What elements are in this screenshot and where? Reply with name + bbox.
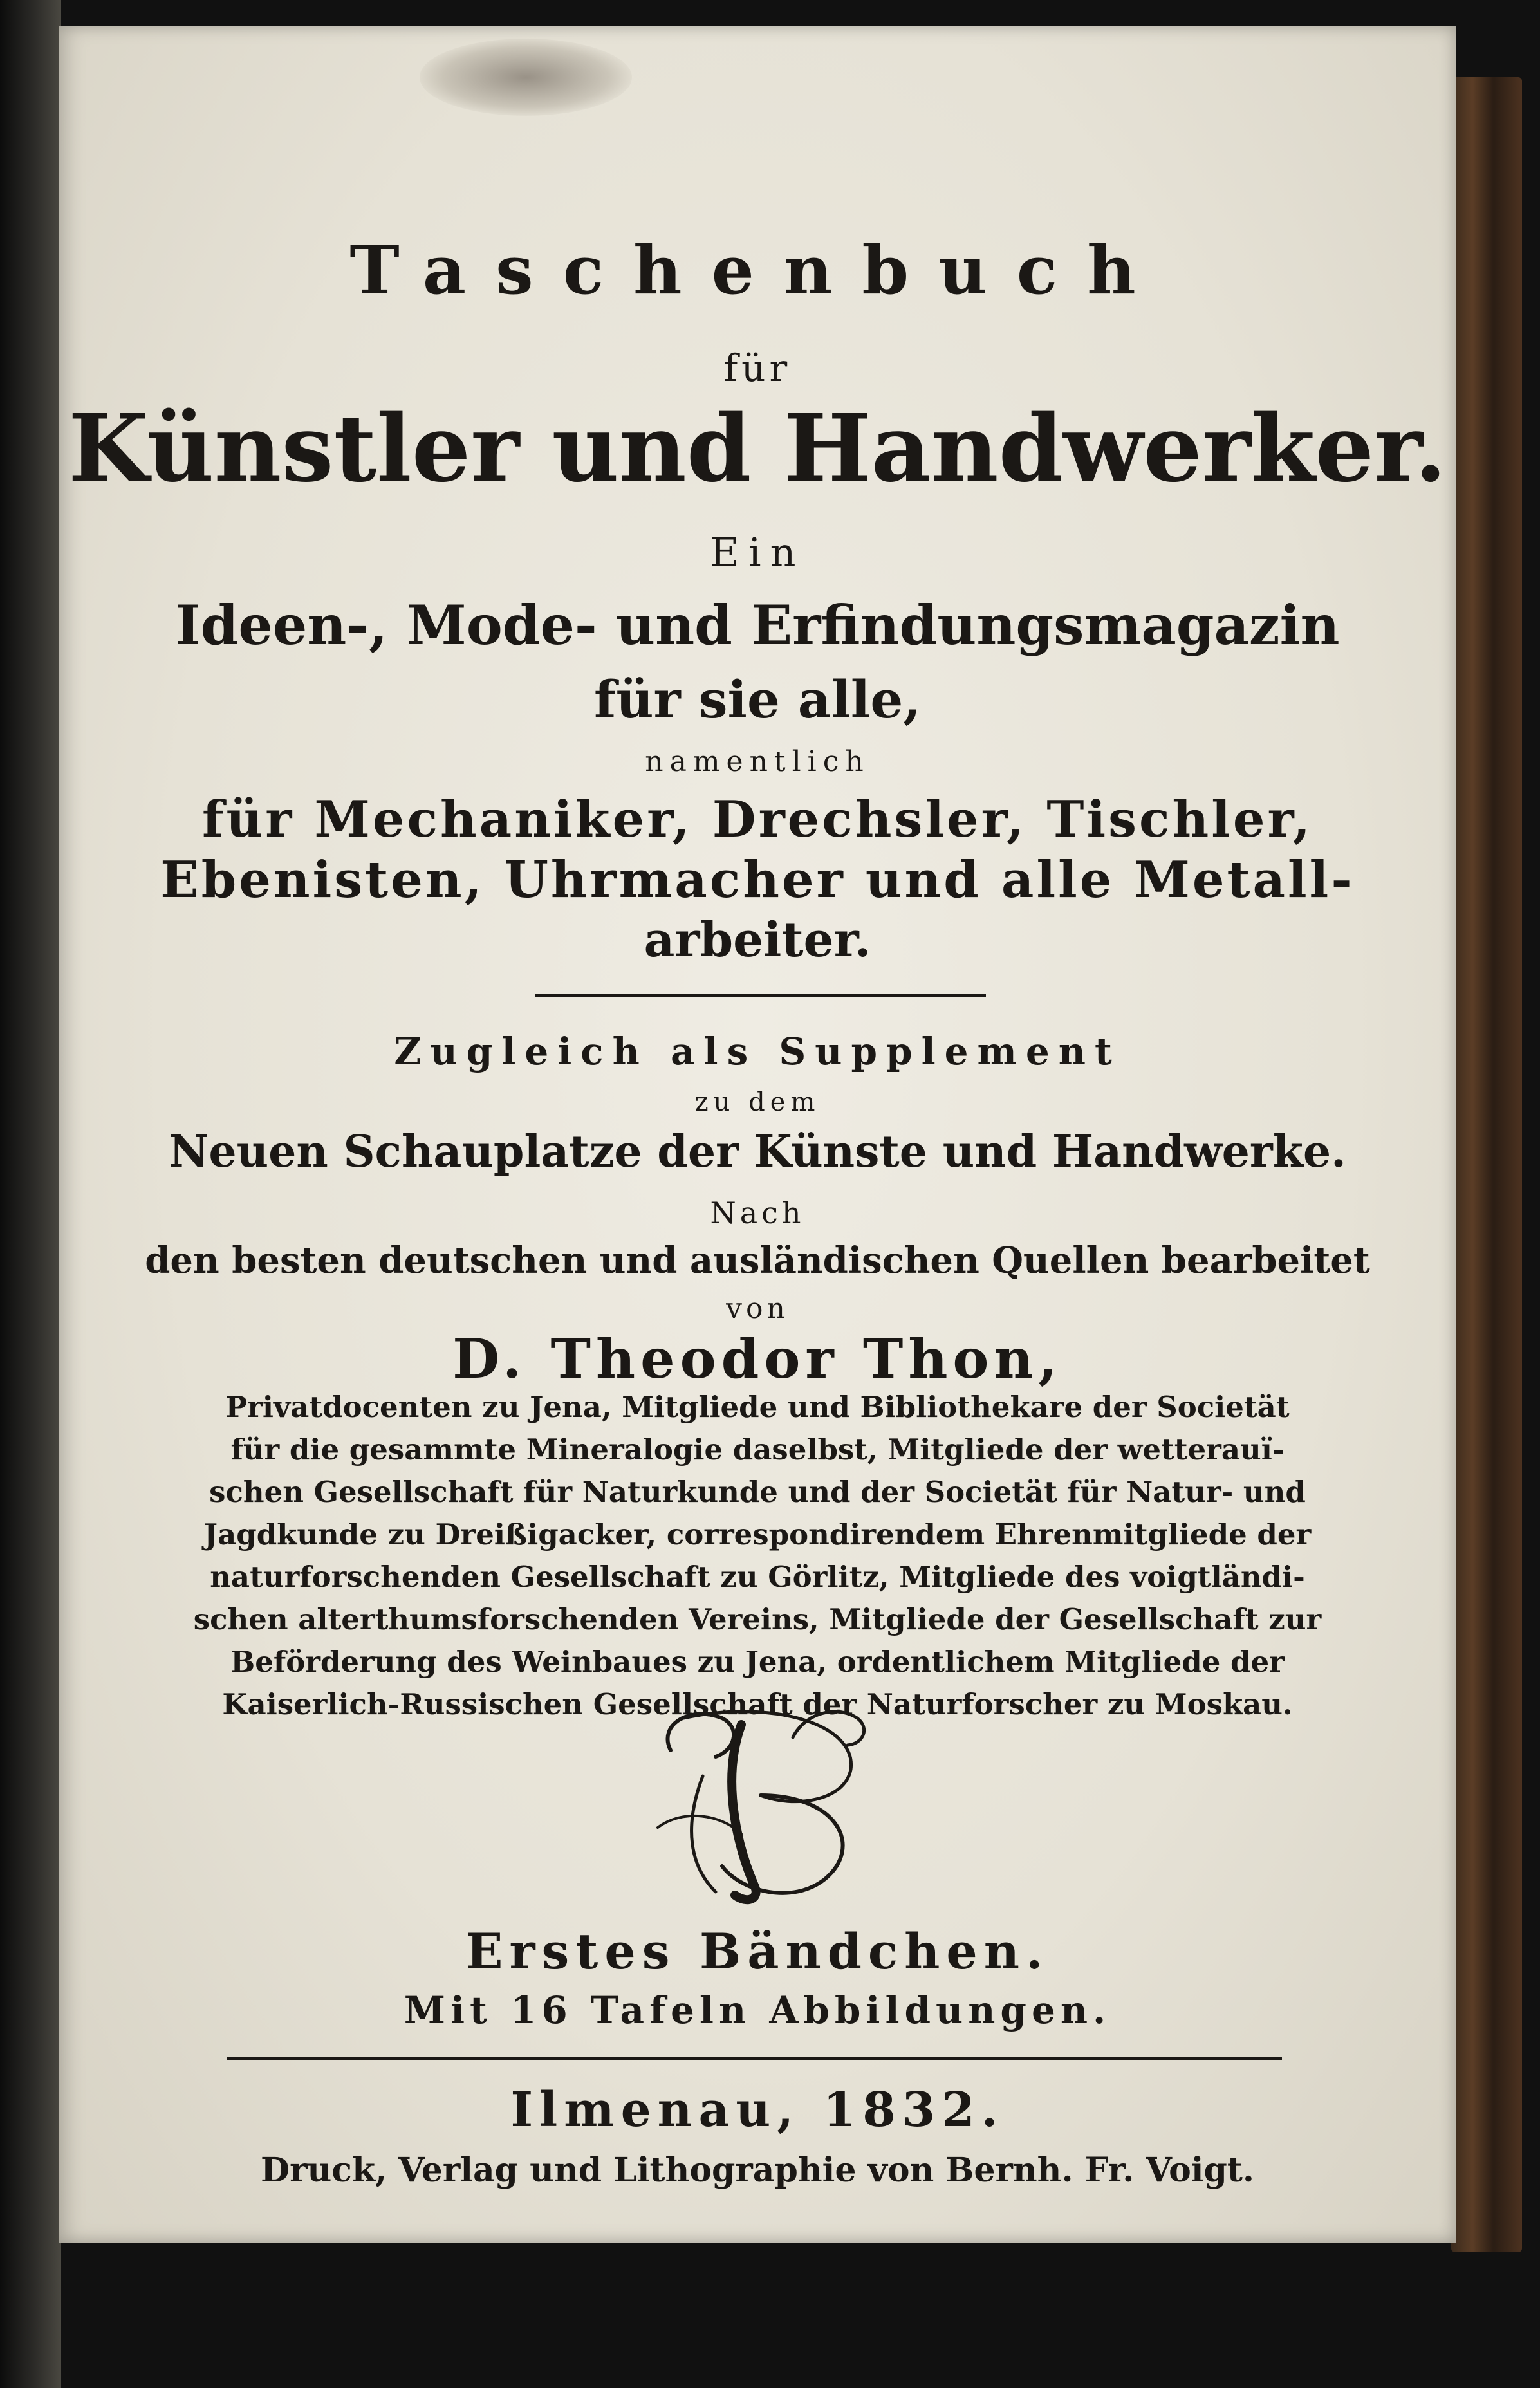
subtitle-magazin: Ideen-, Mode- und Erfindungsmagazin (175, 593, 1340, 657)
imprint-place-year: Ilmenau, 1832. (510, 2082, 1005, 2138)
von-line: von (726, 1292, 789, 1325)
volume-label: Erstes Bändchen. (465, 1923, 1050, 1980)
sources-line: den besten deutschen und ausländischen Quellen bearbeitet (145, 1239, 1370, 1282)
credentials-line: Beförderung des Weinbaues zu Jena, ordentlichem Mitgliede der (230, 1645, 1285, 1679)
heading-fuer: für (723, 346, 792, 390)
plates-label: Mit 16 Tafeln Abbildungen. (404, 1988, 1111, 2032)
subtitle-namentlich: namentlich (645, 745, 870, 778)
author-name: D. Theodor Thon, (452, 1327, 1062, 1391)
trades-line-1: für Mechaniker, Drechsler, Tischler, (201, 790, 1313, 849)
subheading-ein: Ein (710, 529, 805, 576)
heading-taschenbuch: Taschenbuch (349, 230, 1165, 310)
book-spine-edge (0, 0, 61, 2388)
schauplatz-line: Neuen Schauplatze der Künste und Handwerke. (169, 1126, 1346, 1178)
title-page (59, 26, 1456, 2243)
trades-line-3: arbeiter. (644, 912, 871, 968)
credentials-line: Jagdkunde zu Dreißigacker, correspondirendem Ehrenmitgliede der (203, 1517, 1312, 1551)
zu-dem-line: zu dem (694, 1088, 821, 1117)
credentials-line: schen Gesellschaft für Naturkunde und der Societät für Natur- und (209, 1475, 1306, 1509)
divider-rule-2 (227, 2057, 1282, 2060)
page-stain (420, 39, 632, 116)
credentials-line: naturforschenden Gesellschaft zu Görlitz, Mitgliede des voigtländi- (210, 1560, 1305, 1594)
subtitle-fuer-sie-alle: für sie alle, (593, 669, 922, 730)
supplement-line: Zugleich als Supplement (394, 1030, 1121, 1073)
main-title: Künstler und Handwerker. (68, 394, 1447, 503)
credentials-line: schen alterthumsforschenden Vereins, Mitgliede der Gesellschaft zur (193, 1602, 1322, 1636)
credentials-line: für die gesammte Mineralogie daselbst, Mitgliede der wetterauï- (230, 1432, 1285, 1467)
book-cover-edge (1451, 77, 1522, 2252)
divider-rule-1 (535, 994, 986, 997)
credentials-line: Kaiserlich-Russischen Gesellschaft der Naturforscher zu Moskau. (222, 1687, 1293, 1721)
credentials-line: Privatdocenten zu Jena, Mitgliede und Bibliothekare der Societät (225, 1390, 1290, 1424)
imprint-publisher: Druck, Verlag und Lithographie von Bernh. Fr. Voigt. (260, 2151, 1254, 2190)
trades-line-2: Ebenisten, Uhrmacher und alle Metall- (160, 851, 1355, 909)
publisher-monogram (645, 1699, 877, 1911)
nach-line: Nach (710, 1196, 805, 1230)
